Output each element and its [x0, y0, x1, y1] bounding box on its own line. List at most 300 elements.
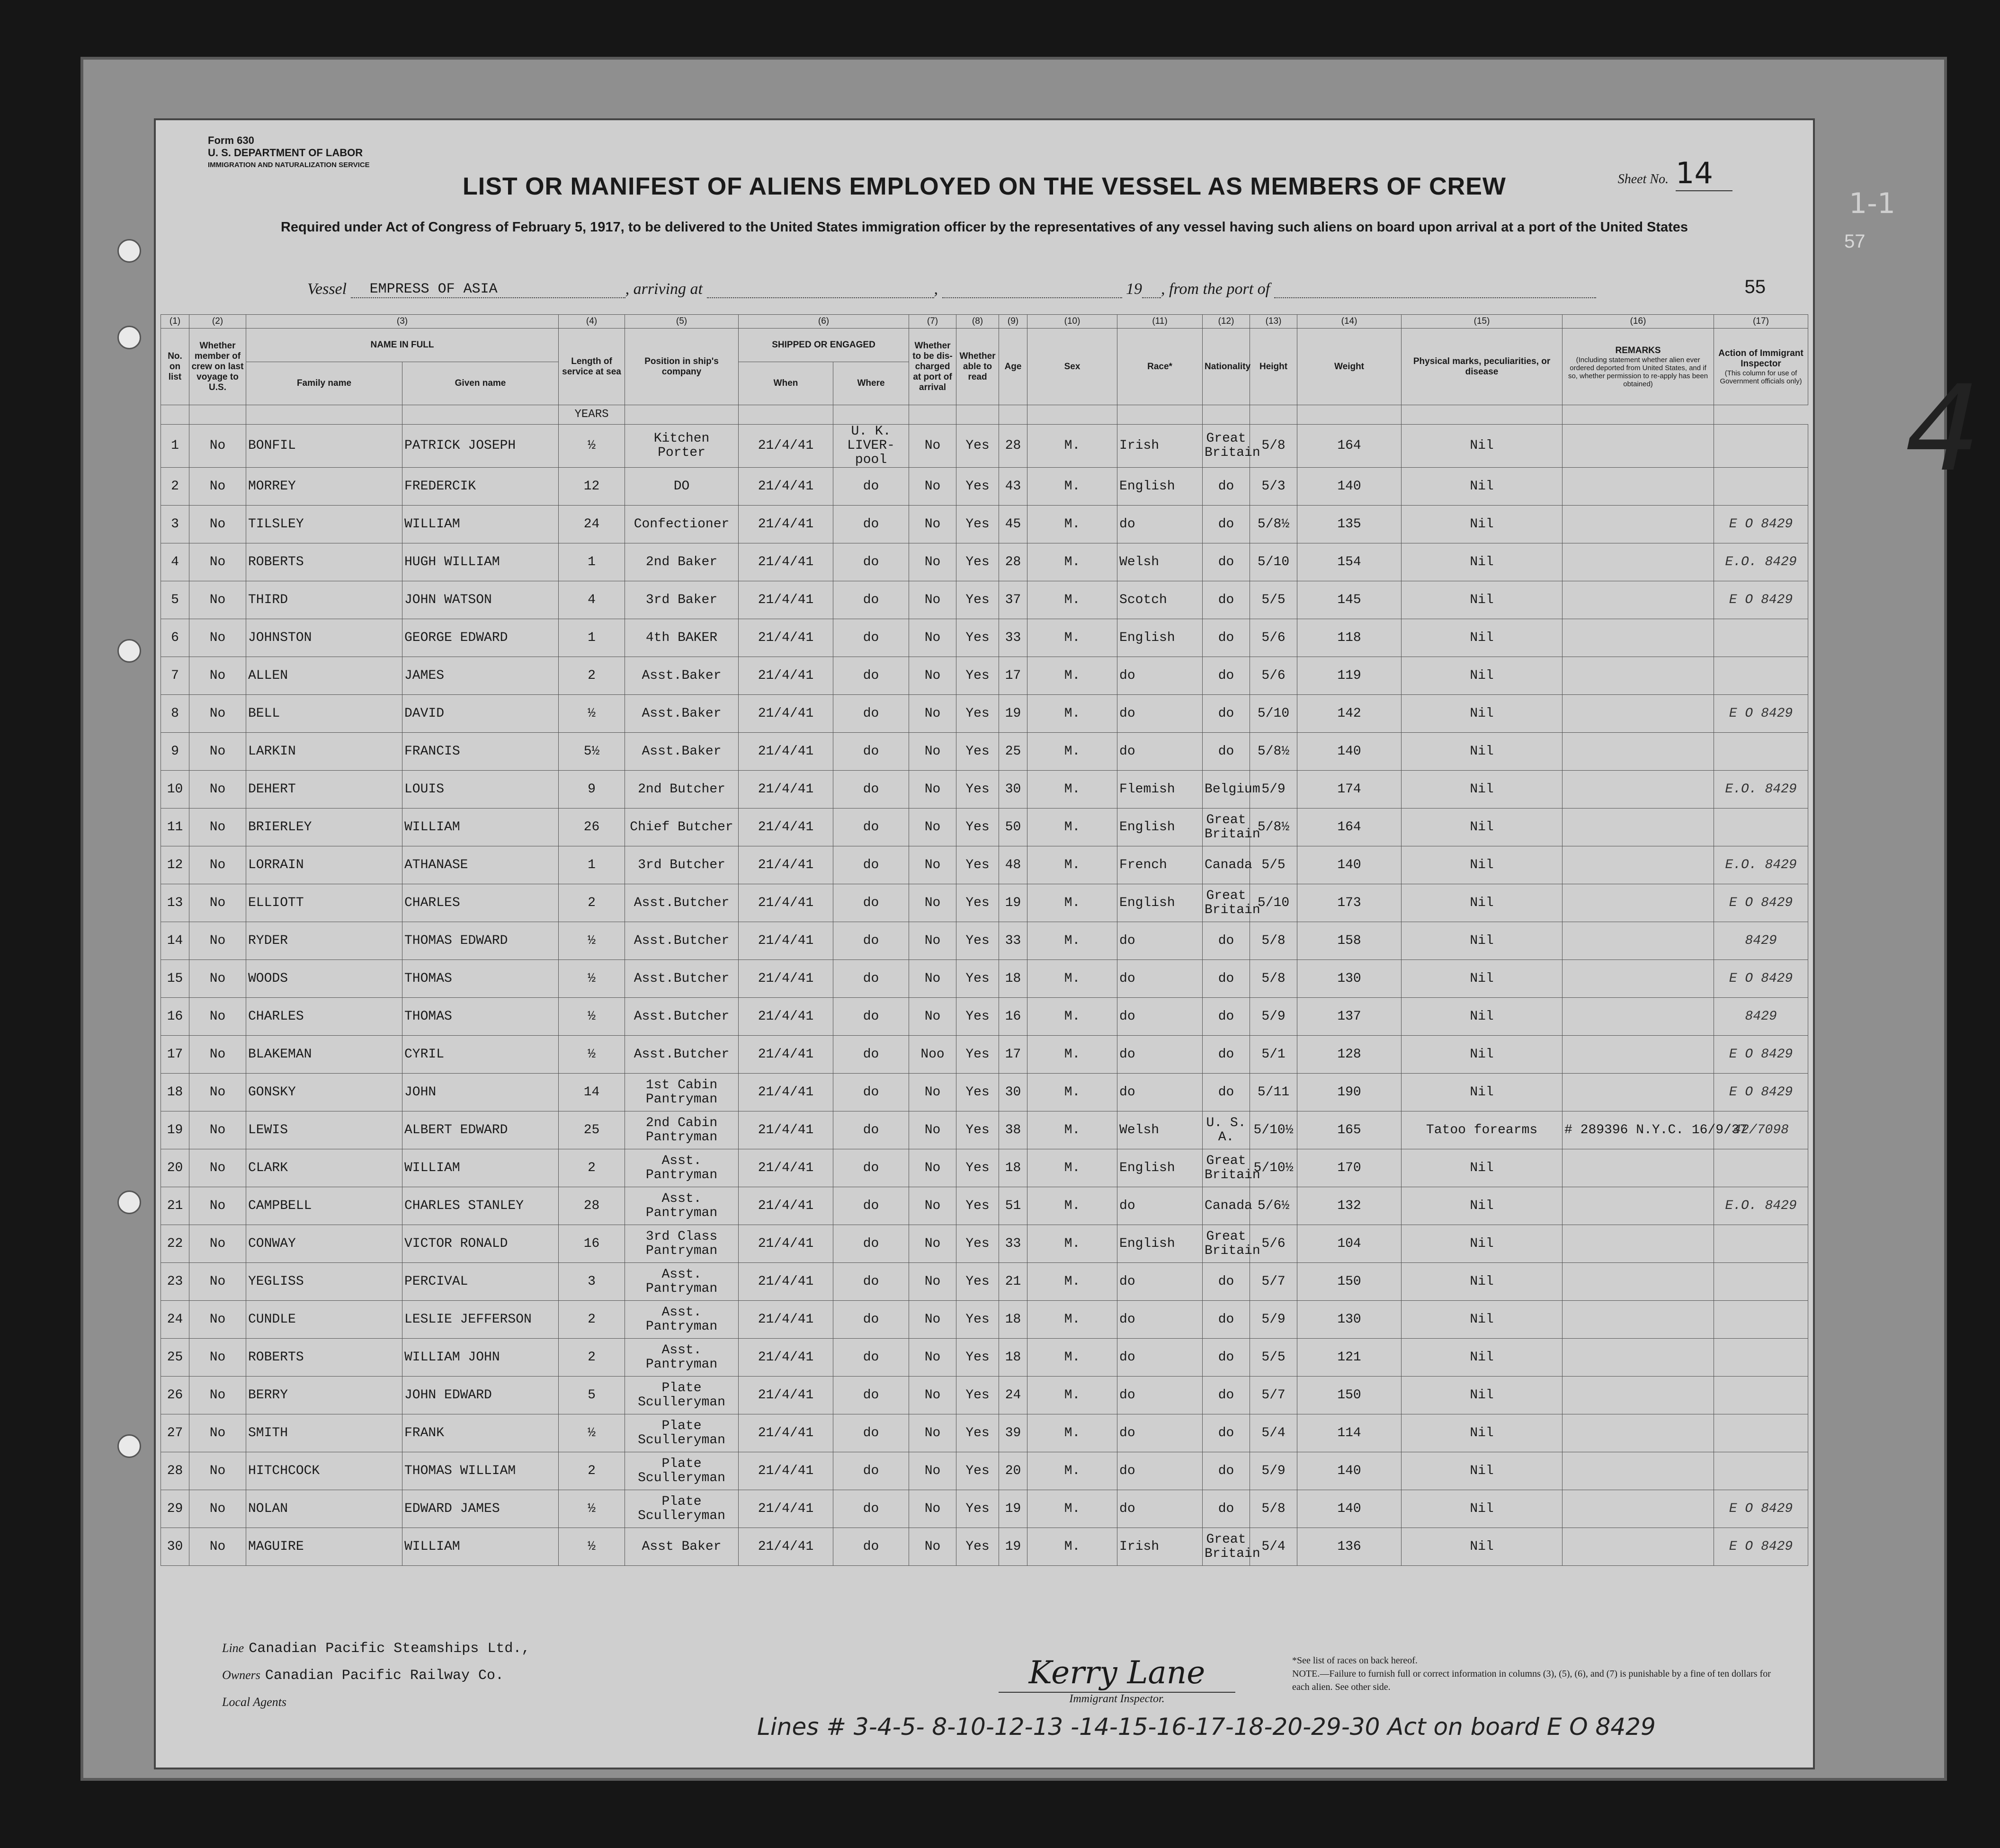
crew-row [161, 1263, 1808, 1301]
cell-position: 1st Cabin Pantryman [625, 1074, 739, 1111]
agents-field [222, 1689, 530, 1715]
cell-able-read: Yes [956, 846, 999, 884]
cell-position: 2nd Baker [625, 543, 739, 581]
col-num: (11) [1117, 315, 1203, 329]
cell-age: 33 [999, 922, 1027, 960]
crew-row [161, 1301, 1808, 1339]
cell-physical: Tatoo forearms [1402, 1111, 1562, 1149]
cell-crew: No [189, 1111, 246, 1149]
crew-row [161, 506, 1808, 543]
cell-action [1714, 425, 1808, 468]
header-shipped: SHIPPED OR ENGAGED [739, 329, 909, 362]
cell-crew: No [189, 808, 246, 846]
header-weight: Weight [1297, 329, 1402, 405]
cell-sex: M. [1027, 506, 1117, 543]
cell-height: 5/6 [1250, 619, 1297, 657]
cell-given-name: JOHN [402, 1074, 559, 1111]
form-number: Form 630 [208, 134, 254, 146]
cell-sex: M. [1027, 1187, 1117, 1225]
cell-when: 21/4/41 [739, 1225, 833, 1263]
cell-able-read: Yes [956, 425, 999, 468]
cell-race: do [1117, 657, 1203, 695]
cell-when: 21/4/41 [739, 468, 833, 506]
cell-service: ½ [559, 1036, 625, 1074]
cell-remarks [1562, 468, 1714, 506]
cell-height: 5/10 [1250, 695, 1297, 733]
cell-discharged: No [909, 657, 956, 695]
cell-where: do [833, 1528, 909, 1566]
crew-row [161, 733, 1808, 771]
binder-hole [117, 1191, 141, 1214]
cell-sex: M. [1027, 1225, 1117, 1263]
cell-given-name: THOMAS [402, 998, 559, 1036]
cell-given-name: CYRIL [402, 1036, 559, 1074]
col-num: (7) [909, 315, 956, 329]
cell-able-read: Yes [956, 468, 999, 506]
cell-given-name: ATHANASE [402, 846, 559, 884]
cell-service: 2 [559, 657, 625, 695]
cell-action [1714, 468, 1808, 506]
cell-where: do [833, 1301, 909, 1339]
arriving-label: arriving at [633, 280, 703, 298]
cell-crew: No [189, 1528, 246, 1566]
cell-able-read: Yes [956, 657, 999, 695]
cell-nationality: do [1203, 543, 1250, 581]
cell-action [1714, 1339, 1808, 1377]
cell-family-name: LORRAIN [246, 846, 402, 884]
cell-discharged: No [909, 619, 956, 657]
cell-sex: M. [1027, 1490, 1117, 1528]
years-label: YEARS [559, 405, 625, 425]
cell-discharged: Noo [909, 1036, 956, 1074]
cell-crew: No [189, 1414, 246, 1452]
cell-nationality: do [1203, 506, 1250, 543]
agents-label: Local Agents [222, 1695, 287, 1709]
cell-able-read: Yes [956, 733, 999, 771]
cell-given-name: EDWARD JAMES [402, 1490, 559, 1528]
binder-hole [117, 1434, 141, 1458]
cell-crew: No [189, 657, 246, 695]
cell-where: do [833, 1187, 909, 1225]
cell-able-read: Yes [956, 1528, 999, 1566]
cell-where: do [833, 808, 909, 846]
cell-sex: M. [1027, 695, 1117, 733]
vessel-name-field [351, 279, 625, 298]
cell-given-name: JAMES [402, 657, 559, 695]
inspector-label: Immigrant Inspector. [1069, 1693, 1165, 1705]
cell-remarks [1562, 884, 1714, 922]
cell-action [1714, 1452, 1808, 1490]
cell-weight: 173 [1297, 884, 1402, 922]
page-number: 55 [1744, 276, 1766, 297]
cell-discharged: No [909, 1074, 956, 1111]
cell-discharged: No [909, 1149, 956, 1187]
header-remarks-note: (Including statement whether alien ever ordered deported from United States, and if so, whether permission to re-apply has been obtained) [1568, 355, 1708, 388]
cell-no: 26 [161, 1377, 189, 1414]
cell-discharged: No [909, 771, 956, 808]
cell-action [1714, 657, 1808, 695]
cell-crew: No [189, 1225, 246, 1263]
cell-sex: M. [1027, 1339, 1117, 1377]
col-num: (9) [999, 315, 1027, 329]
cell-position: Asst.Butcher [625, 1036, 739, 1074]
cell-no: 9 [161, 733, 189, 771]
cell-remarks [1562, 1339, 1714, 1377]
cell-family-name: WOODS [246, 960, 402, 998]
cell-physical: Nil [1402, 808, 1562, 846]
cell-weight: 140 [1297, 846, 1402, 884]
cell-race: do [1117, 1452, 1203, 1490]
cell-discharged: No [909, 1528, 956, 1566]
cell-when: 21/4/41 [739, 846, 833, 884]
cell-race: English [1117, 1225, 1203, 1263]
cell-remarks [1562, 1263, 1714, 1301]
cell-position: 3rd Butcher [625, 846, 739, 884]
cell-given-name: WILLIAM [402, 506, 559, 543]
cell-weight: 136 [1297, 1528, 1402, 1566]
cell-no: 29 [161, 1490, 189, 1528]
cell-position: Asst.Butcher [625, 884, 739, 922]
cell-no: 14 [161, 922, 189, 960]
cell-family-name: BRIERLEY [246, 808, 402, 846]
cell-when: 21/4/41 [739, 771, 833, 808]
cell-remarks [1562, 922, 1714, 960]
cell-action: E O 8429 [1714, 581, 1808, 619]
crew-row [161, 1187, 1808, 1225]
cell-when: 21/4/41 [739, 1452, 833, 1490]
cell-nationality: Great Britain [1203, 425, 1250, 468]
cell-action: E O 8429 [1714, 1490, 1808, 1528]
cell-crew: No [189, 468, 246, 506]
cell-given-name: JOHN EDWARD [402, 1377, 559, 1414]
cell-age: 45 [999, 506, 1027, 543]
cell-height: 5/7 [1250, 1263, 1297, 1301]
cell-race: do [1117, 695, 1203, 733]
cell-age: 33 [999, 619, 1027, 657]
cell-when: 21/4/41 [739, 581, 833, 619]
cell-able-read: Yes [956, 619, 999, 657]
cell-age: 18 [999, 1301, 1027, 1339]
cell-service: 5½ [559, 733, 625, 771]
cell-where: do [833, 1225, 909, 1263]
cell-discharged: No [909, 884, 956, 922]
cell-where: do [833, 998, 909, 1036]
crew-row [161, 1339, 1808, 1377]
cell-sex: M. [1027, 1528, 1117, 1566]
department: U. S. DEPARTMENT OF LABOR [208, 147, 363, 159]
cell-sex: M. [1027, 884, 1117, 922]
cell-where: do [833, 733, 909, 771]
cell-weight: 145 [1297, 581, 1402, 619]
cell-discharged: No [909, 468, 956, 506]
cell-height: 5/5 [1250, 1339, 1297, 1377]
note-fine: NOTE.—Failure to furnish full or correct information in columns (3), (5), (6), and (7) is punishable by a fine of ten dollars for each alien. See other side. [1292, 1669, 1771, 1692]
cell-age: 19 [999, 1490, 1027, 1528]
cell-crew: No [189, 1074, 246, 1111]
cell-action: E.O. 8429 [1714, 1187, 1808, 1225]
cell-service: 16 [559, 1225, 625, 1263]
cell-age: 24 [999, 1377, 1027, 1414]
cell-remarks [1562, 1149, 1714, 1187]
cell-where: do [833, 960, 909, 998]
cell-position: Asst.Butcher [625, 922, 739, 960]
cell-service: ½ [559, 1414, 625, 1452]
cell-able-read: Yes [956, 771, 999, 808]
cell-position: Kitchen Porter [625, 425, 739, 468]
cell-when: 21/4/41 [739, 1036, 833, 1074]
cell-crew: No [189, 733, 246, 771]
cell-physical: Nil [1402, 1187, 1562, 1225]
cell-physical: Nil [1402, 846, 1562, 884]
cell-service: 3 [559, 1263, 625, 1301]
col-num: (2) [189, 315, 246, 329]
cell-physical: Nil [1402, 506, 1562, 543]
cell-nationality: do [1203, 1377, 1250, 1414]
cell-service: 2 [559, 1452, 625, 1490]
form-header [208, 134, 407, 171]
cell-race: do [1117, 998, 1203, 1036]
cell-nationality: Great Britain [1203, 808, 1250, 846]
header-discharged: Whether to be dis-charged at port of arrival [909, 329, 956, 405]
cell-physical: Nil [1402, 619, 1562, 657]
cell-discharged: No [909, 922, 956, 960]
cell-given-name: GEORGE EDWARD [402, 619, 559, 657]
line-value: Canadian Pacific Steamships Ltd., [249, 1641, 530, 1657]
cell-remarks [1562, 695, 1714, 733]
vessel-label: Vessel [307, 280, 347, 298]
cell-weight: 164 [1297, 808, 1402, 846]
cell-physical: Nil [1402, 1414, 1562, 1452]
cell-no: 23 [161, 1263, 189, 1301]
crew-row [161, 1036, 1808, 1074]
cell-when: 21/4/41 [739, 1301, 833, 1339]
cell-given-name: FRANCIS [402, 733, 559, 771]
cell-remarks [1562, 1452, 1714, 1490]
cell-remarks [1562, 960, 1714, 998]
cell-discharged: No [909, 1301, 956, 1339]
cell-no: 7 [161, 657, 189, 695]
cell-discharged: No [909, 695, 956, 733]
cell-weight: 128 [1297, 1036, 1402, 1074]
cell-sex: M. [1027, 1301, 1117, 1339]
cell-action: 42/7098 [1714, 1111, 1808, 1149]
cell-nationality: do [1203, 733, 1250, 771]
cell-crew: No [189, 1036, 246, 1074]
cell-no: 25 [161, 1339, 189, 1377]
cell-height: 5/11 [1250, 1074, 1297, 1111]
cell-crew: No [189, 1490, 246, 1528]
cell-no: 3 [161, 506, 189, 543]
cell-action: E O 8429 [1714, 960, 1808, 998]
cell-no: 10 [161, 771, 189, 808]
cell-position: Confectioner [625, 506, 739, 543]
cell-able-read: Yes [956, 922, 999, 960]
cell-nationality: Great Britain [1203, 884, 1250, 922]
cell-position: Chief Butcher [625, 808, 739, 846]
cell-weight: 140 [1297, 733, 1402, 771]
cell-weight: 174 [1297, 771, 1402, 808]
margin-number: 57 [1844, 231, 1866, 252]
cell-no: 16 [161, 998, 189, 1036]
cell-race: Welsh [1117, 1111, 1203, 1149]
cell-discharged: No [909, 506, 956, 543]
footnotes [1292, 1654, 1775, 1694]
cell-action: E.O. 8429 [1714, 771, 1808, 808]
cell-where: do [833, 695, 909, 733]
cell-height: 5/5 [1250, 581, 1297, 619]
cell-height: 5/6 [1250, 657, 1297, 695]
cell-able-read: Yes [956, 506, 999, 543]
cell-remarks [1562, 771, 1714, 808]
cell-crew: No [189, 425, 246, 468]
cell-nationality: Great Britain [1203, 1149, 1250, 1187]
cell-family-name: TILSLEY [246, 506, 402, 543]
cell-position: Asst.Baker [625, 733, 739, 771]
cell-no: 30 [161, 1528, 189, 1566]
cell-physical: Nil [1402, 1036, 1562, 1074]
cell-where: do [833, 771, 909, 808]
arriving-field [707, 297, 934, 298]
cell-when: 21/4/41 [739, 543, 833, 581]
cell-family-name: MAGUIRE [246, 1528, 402, 1566]
cell-service: 2 [559, 1339, 625, 1377]
cell-physical: Nil [1402, 884, 1562, 922]
cell-where: do [833, 1414, 909, 1452]
cell-sex: M. [1027, 1036, 1117, 1074]
cell-action [1714, 1263, 1808, 1301]
line-label: Line [222, 1641, 244, 1655]
cell-where: do [833, 1339, 909, 1377]
cell-remarks [1562, 1187, 1714, 1225]
cell-action: E O 8429 [1714, 884, 1808, 922]
cell-sex: M. [1027, 468, 1117, 506]
header-action-note: (This column for use of Government officials only) [1720, 369, 1802, 385]
cell-age: 30 [999, 771, 1027, 808]
cell-height: 5/9 [1250, 771, 1297, 808]
cell-able-read: Yes [956, 1074, 999, 1111]
cell-race: Irish [1117, 425, 1203, 468]
cell-no: 19 [161, 1111, 189, 1149]
cell-discharged: No [909, 1414, 956, 1452]
owners-label: Owners [222, 1668, 260, 1682]
cell-height: 5/6 [1250, 1225, 1297, 1263]
binder-hole [117, 239, 141, 263]
cell-service: ½ [559, 1490, 625, 1528]
cell-service: ½ [559, 425, 625, 468]
cell-able-read: Yes [956, 1452, 999, 1490]
cell-remarks [1562, 506, 1714, 543]
cell-when: 21/4/41 [739, 1377, 833, 1414]
cell-age: 19 [999, 1528, 1027, 1566]
cell-remarks [1562, 619, 1714, 657]
column-headers [161, 329, 1808, 362]
col-num: (12) [1203, 315, 1250, 329]
cell-family-name: CHARLES [246, 998, 402, 1036]
cell-sex: M. [1027, 543, 1117, 581]
cell-given-name: LESLIE JEFFERSON [402, 1301, 559, 1339]
col-num: (5) [625, 315, 739, 329]
cell-remarks [1562, 657, 1714, 695]
cell-race: do [1117, 1414, 1203, 1452]
header-height: Height [1250, 329, 1297, 405]
cell-weight: 114 [1297, 1414, 1402, 1452]
owners-value: Canadian Pacific Railway Co. [265, 1668, 504, 1684]
cell-family-name: GONSKY [246, 1074, 402, 1111]
header-physical: Physical marks, peculiarities, or disease [1402, 329, 1562, 405]
cell-height: 5/9 [1250, 1452, 1297, 1490]
header-family-name: Family name [246, 362, 402, 405]
cell-position: Asst.Butcher [625, 960, 739, 998]
cell-physical: Nil [1402, 1074, 1562, 1111]
cell-able-read: Yes [956, 1225, 999, 1263]
cell-nationality: do [1203, 1339, 1250, 1377]
cell-crew: No [189, 1187, 246, 1225]
crew-row [161, 1149, 1808, 1187]
cell-nationality: Canada [1203, 846, 1250, 884]
cell-height: 5/7 [1250, 1377, 1297, 1414]
cell-age: 33 [999, 1225, 1027, 1263]
cell-able-read: Yes [956, 1490, 999, 1528]
binder-hole [117, 639, 141, 663]
cell-sex: M. [1027, 581, 1117, 619]
cell-nationality: do [1203, 581, 1250, 619]
cell-race: English [1117, 1149, 1203, 1187]
cell-able-read: Yes [956, 1263, 999, 1301]
cell-family-name: CUNDLE [246, 1301, 402, 1339]
line-field [222, 1635, 530, 1662]
header-able-read: Whether able to read [956, 329, 999, 405]
cell-sex: M. [1027, 619, 1117, 657]
cell-where: do [833, 846, 909, 884]
cell-sex: M. [1027, 960, 1117, 998]
cell-remarks [1562, 1528, 1714, 1566]
header-crew-last-voyage: Whether member of crew on last voyage to U.S. [189, 329, 246, 405]
cell-age: 20 [999, 1452, 1027, 1490]
cell-when: 21/4/41 [739, 1414, 833, 1452]
cell-age: 19 [999, 695, 1027, 733]
cell-race: do [1117, 1187, 1203, 1225]
cell-discharged: No [909, 543, 956, 581]
cell-physical: Nil [1402, 1452, 1562, 1490]
cell-discharged: No [909, 960, 956, 998]
cell-given-name: WILLIAM [402, 1528, 559, 1566]
service: IMMIGRATION AND NATURALIZATION SERVICE [208, 161, 370, 169]
header-position: Position in ship's company [625, 329, 739, 405]
cell-weight: 165 [1297, 1111, 1402, 1149]
crew-row [161, 425, 1808, 468]
cell-height: 5/8½ [1250, 506, 1297, 543]
crew-row [161, 1225, 1808, 1263]
cell-where: U. K. LIVER-pool [833, 425, 909, 468]
cell-action: 8429 [1714, 998, 1808, 1036]
cell-remarks [1562, 581, 1714, 619]
cell-age: 48 [999, 846, 1027, 884]
cell-height: 5/8 [1250, 922, 1297, 960]
cell-action [1714, 1414, 1808, 1452]
cell-family-name: CAMPBELL [246, 1187, 402, 1225]
crew-row [161, 998, 1808, 1036]
cell-able-read: Yes [956, 884, 999, 922]
cell-crew: No [189, 581, 246, 619]
crew-row [161, 1377, 1808, 1414]
cell-crew: No [189, 1149, 246, 1187]
cell-physical: Nil [1402, 425, 1562, 468]
cell-physical: Nil [1402, 468, 1562, 506]
crew-row [161, 808, 1808, 846]
cell-no: 18 [161, 1074, 189, 1111]
cell-no: 17 [161, 1036, 189, 1074]
cell-where: do [833, 1452, 909, 1490]
